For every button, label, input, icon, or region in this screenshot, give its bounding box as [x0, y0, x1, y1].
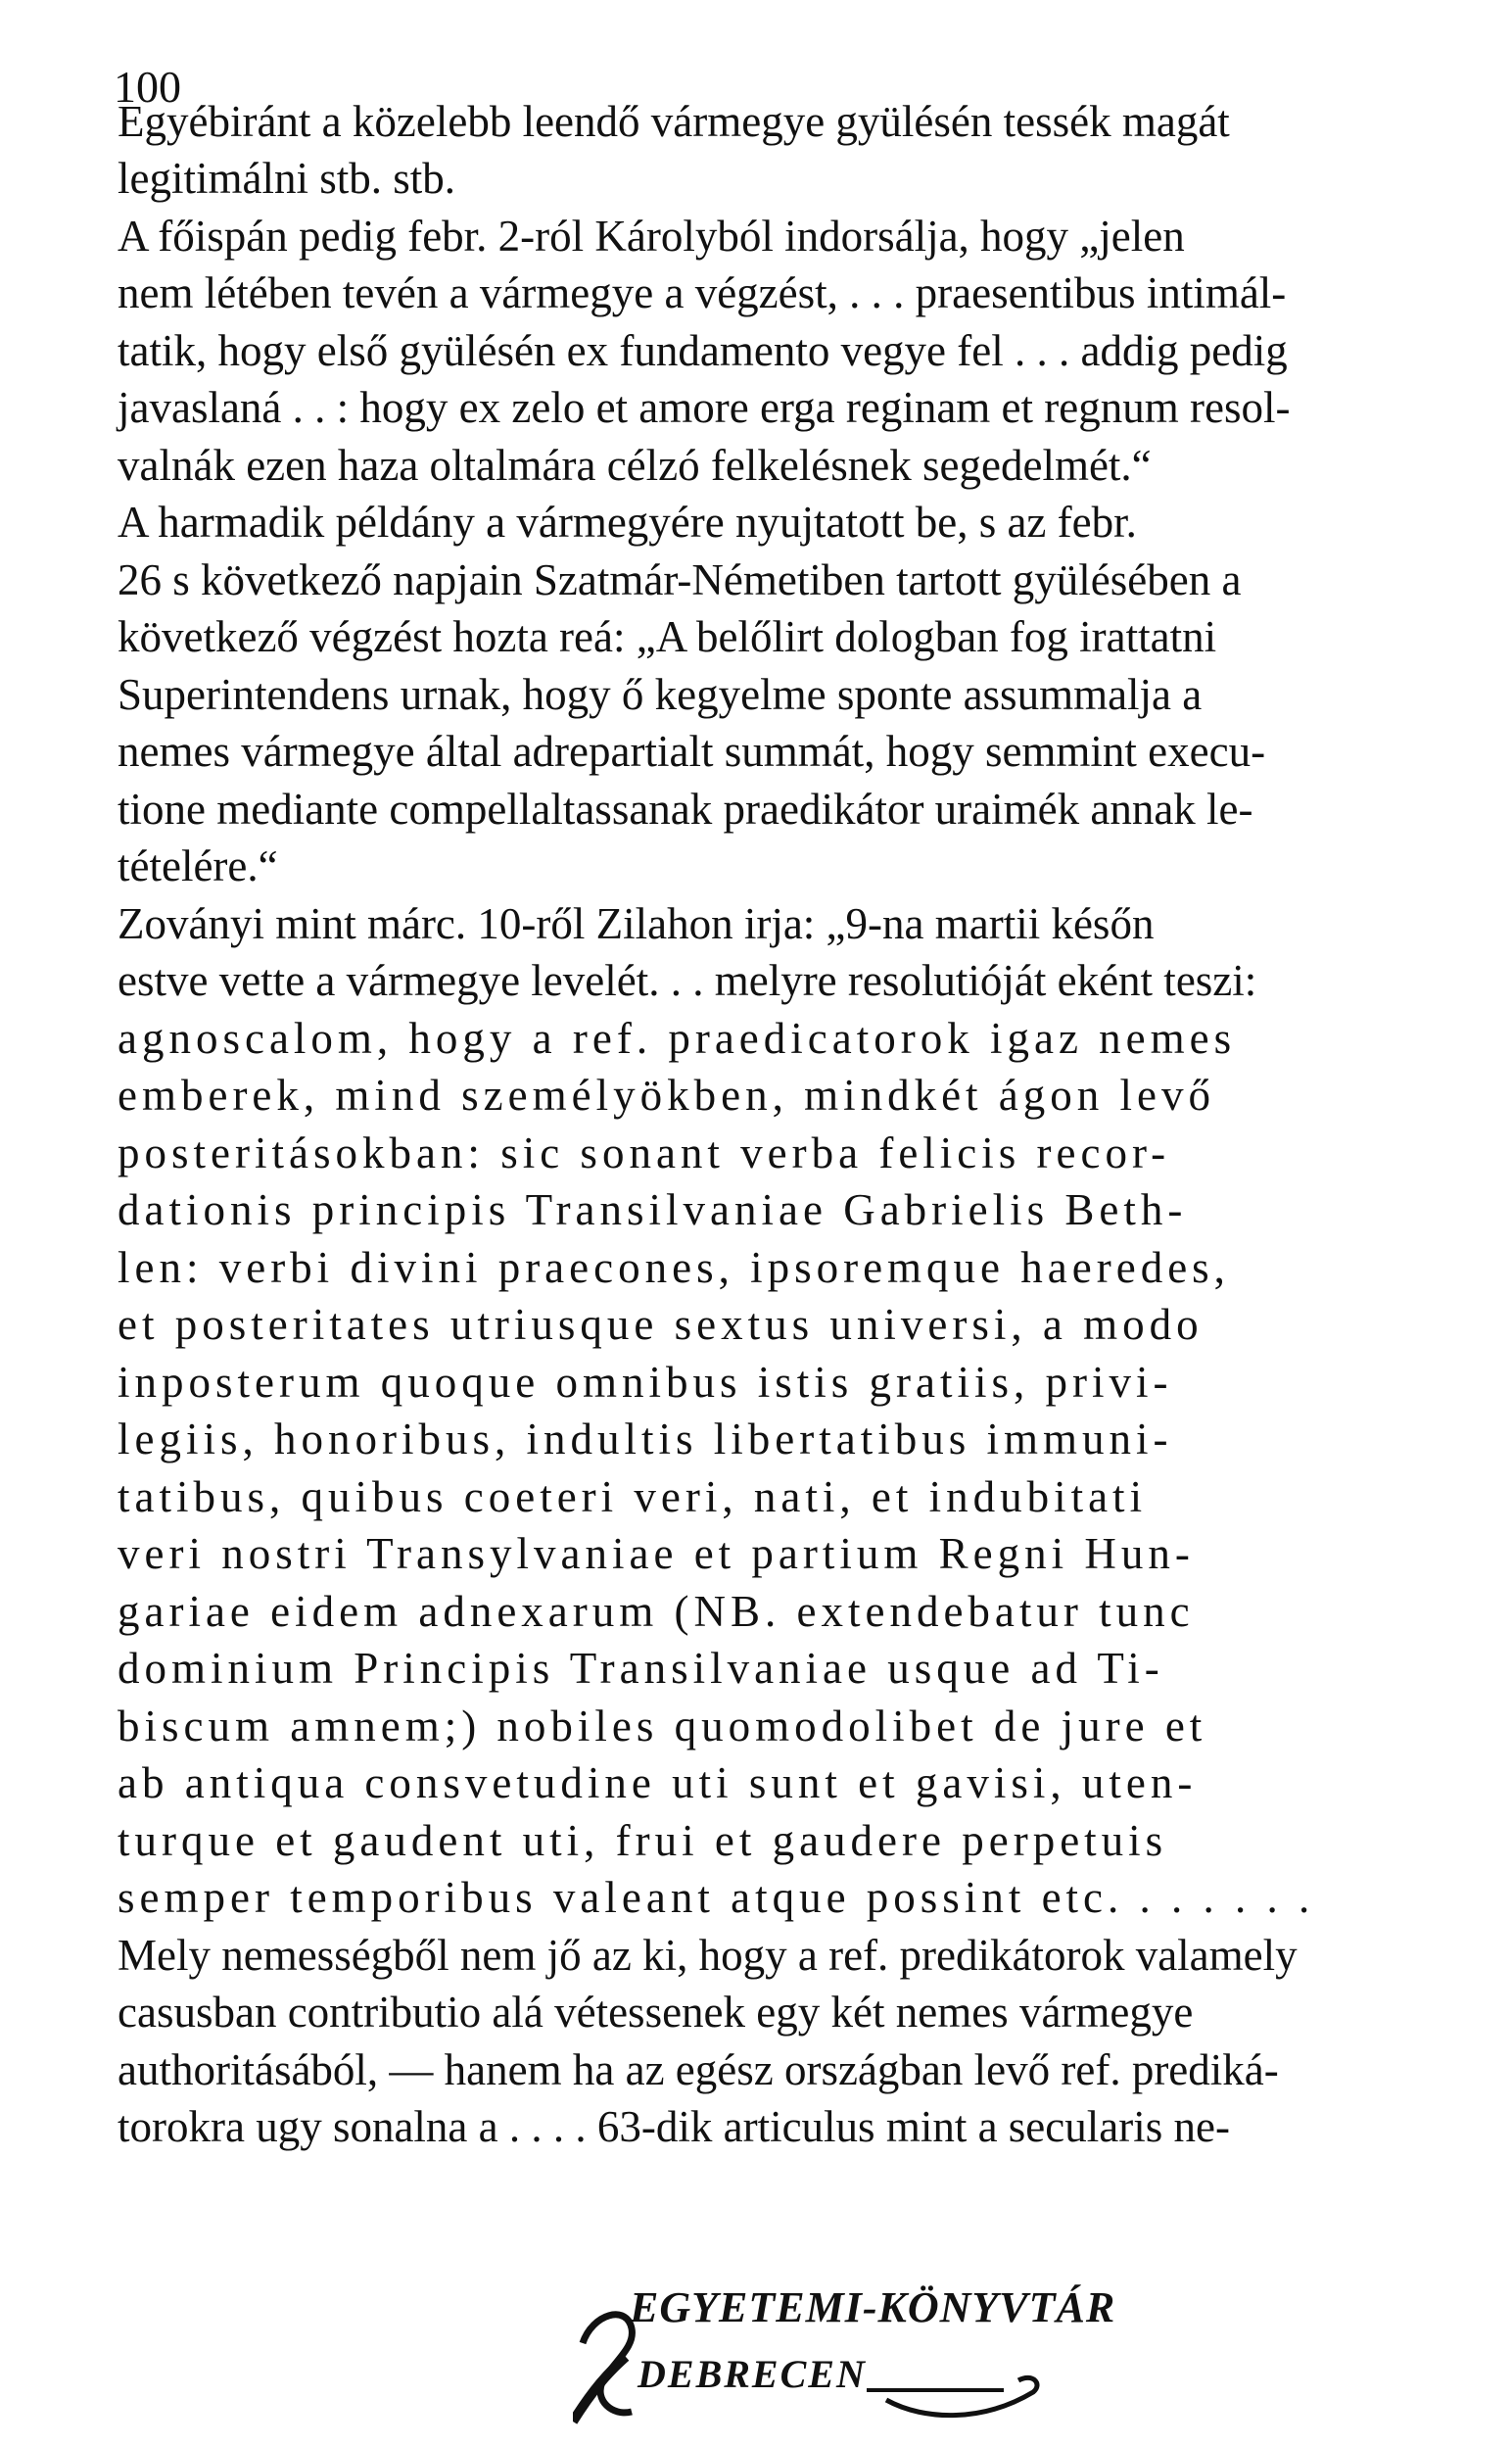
text-line: len: verbi divini praecones, ipsoremque haeredes, [118, 1243, 1230, 1292]
text-line: semper temporibus valeant atque possint etc. . . . . . . [118, 1873, 1315, 1922]
text-line: legitimálni stb. stb. [118, 154, 455, 203]
text-line: torokra ugy sonalna a . . . . 63-dik articulus mint a secularis ne- [118, 2102, 1230, 2151]
stamp-line-2: DEBRECEN [638, 2352, 867, 2396]
text-line: következő végzést hozta reá: „A belőlirt dologban fog irattatni [118, 612, 1217, 661]
text-line: et posteritates utriusque sextus universi, a modo [118, 1300, 1204, 1349]
text-line: Zoványi mint márc. 10-ről Zilahon irja: „9-na martii későn [118, 899, 1155, 948]
text-line: veri nostri Transylvaniae et partium Regni Hun- [118, 1529, 1195, 1578]
text-line: Mely nemességből nem jő az ki, hogy a ref. predikátorok valamely [118, 1931, 1298, 1980]
text-line: casusban contributio alá vétessenek egy két nemes vármegye [118, 1988, 1194, 2037]
text-line: javaslaná . . : hogy ex zelo et amore erga reginam et regnum resol- [118, 383, 1291, 432]
text-line: biscum amnem;) nobiles quomodolibet de jure et [118, 1702, 1207, 1751]
text-line: nemes vármegye által adrepartialt summát, hogy semmint execu- [118, 727, 1266, 776]
text-line: authoritásából, — hanem ha az egész országban levő ref. prediká- [118, 2045, 1279, 2094]
text-line: Superintendens urnak, hogy ő kegyelme sponte assummalja a [118, 670, 1203, 719]
text-line: ab antiqua consvetudine uti sunt et gavisi, uten- [118, 1758, 1198, 1807]
text-line: A főispán pedig febr. 2-ról Károlyból indorsálja, hogy „jelen [118, 212, 1185, 261]
text-line: estve vette a vármegye levelét. . . melyre resolutióját eként teszi: [118, 956, 1257, 1005]
text-line: gariae eidem adnexarum (NB. extendebatur tunc [118, 1587, 1195, 1636]
text-line: tételére.“ [118, 841, 278, 890]
text-line: dominium Principis Transilvaniae usque ad Ti- [118, 1644, 1164, 1693]
text-line: emberek, mind személyökben, mindkét ágon levő [118, 1071, 1216, 1120]
text-line: agnoscalom, hogy a ref. praedicatorok igaz nemes [118, 1014, 1237, 1063]
text-line: A harmadik példány a vármegyére nyujtatott be, s az febr. [118, 498, 1137, 547]
text-line: inposterum quoque omnibus istis gratiis, privi- [118, 1358, 1173, 1407]
text-line: tatibus, quibus coeteri veri, nati, et indubitati [118, 1472, 1148, 1521]
text-line: 26 s következő napjain Szatmár-Németiben tartott gyülésében a [118, 555, 1242, 604]
text-line: dationis principis Transilvaniae Gabrielis Beth- [118, 1185, 1188, 1234]
text-line: tione mediante compellaltassanak praedikátor uraimék annak le- [118, 785, 1253, 834]
text-line: valnák ezen haza oltalmára célzó felkelésnek segedelmét.“ [118, 441, 1152, 490]
text-line: tatik, hogy első gyülésén ex fundamento vegye fel . . . addig pedig [118, 326, 1288, 375]
library-stamp [573, 2275, 1116, 2427]
text-line: legiis, honoribus, indultis libertatibus immuni- [118, 1415, 1173, 1463]
stamp-line-1: EGYETEMI-KÖNYVTÁR [630, 2283, 1116, 2331]
text-line: posteritásokban: sic sonant verba felicis recor- [118, 1128, 1171, 1177]
text-line: nem létében tevén a vármegye a végzést, . . . praesentibus intimál- [118, 268, 1287, 317]
text-line: Egyébiránt a közelebb leendő vármegye gyülésén tessék magát [118, 97, 1230, 146]
page-number: 100 [114, 62, 181, 112]
text-line: turque et gaudent uti, frui et gaudere perpetuis [118, 1816, 1168, 1865]
